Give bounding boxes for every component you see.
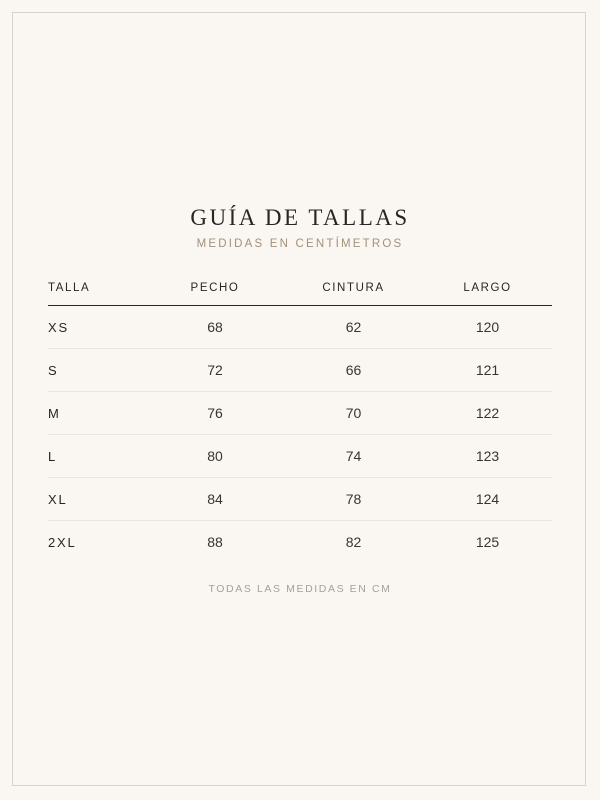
- waist-cell: 62: [284, 306, 423, 349]
- size-cell: M: [48, 392, 146, 435]
- waist-cell: 66: [284, 349, 423, 392]
- table-row: [48, 306, 552, 349]
- length-cell: 124: [423, 478, 552, 521]
- chest-cell: 68: [146, 306, 284, 349]
- column-header-talla: TALLA: [48, 271, 146, 306]
- waist-cell: 70: [284, 392, 423, 435]
- table-row: [48, 349, 552, 392]
- length-cell: 123: [423, 435, 552, 478]
- table-header-row: [48, 271, 552, 306]
- size-table: [48, 271, 552, 563]
- table-row: [48, 392, 552, 435]
- length-cell: 121: [423, 349, 552, 392]
- column-header-pecho: PECHO: [146, 271, 284, 306]
- column-header-cintura: CINTURA: [284, 271, 423, 306]
- size-cell: S: [48, 349, 146, 392]
- size-cell: XL: [48, 478, 146, 521]
- table-row: [48, 521, 552, 564]
- chest-cell: 76: [146, 392, 284, 435]
- size-cell: 2XL: [48, 534, 77, 550]
- chest-cell: 80: [146, 435, 284, 478]
- table-row: [48, 435, 552, 478]
- column-header-largo: LARGO: [423, 271, 552, 306]
- page-subtitle: MEDIDAS EN CENTÍMETROS: [196, 238, 404, 250]
- chest-cell: 88: [207, 534, 223, 550]
- length-cell: 125: [475, 534, 500, 550]
- table-row: [48, 478, 552, 521]
- chest-cell: 72: [146, 349, 284, 392]
- waist-cell: 78: [284, 478, 423, 521]
- size-cell: XS: [48, 306, 146, 349]
- size-cell: L: [48, 435, 146, 478]
- length-cell: 120: [423, 306, 552, 349]
- length-cell: 122: [423, 392, 552, 435]
- chest-cell: 84: [146, 478, 284, 521]
- page-title: GUÍA DE TALLAS: [190, 205, 410, 230]
- waist-cell: 82: [345, 534, 362, 550]
- waist-cell: 74: [284, 435, 423, 478]
- footnote: TODAS LAS MEDIDAS EN CM: [208, 583, 392, 595]
